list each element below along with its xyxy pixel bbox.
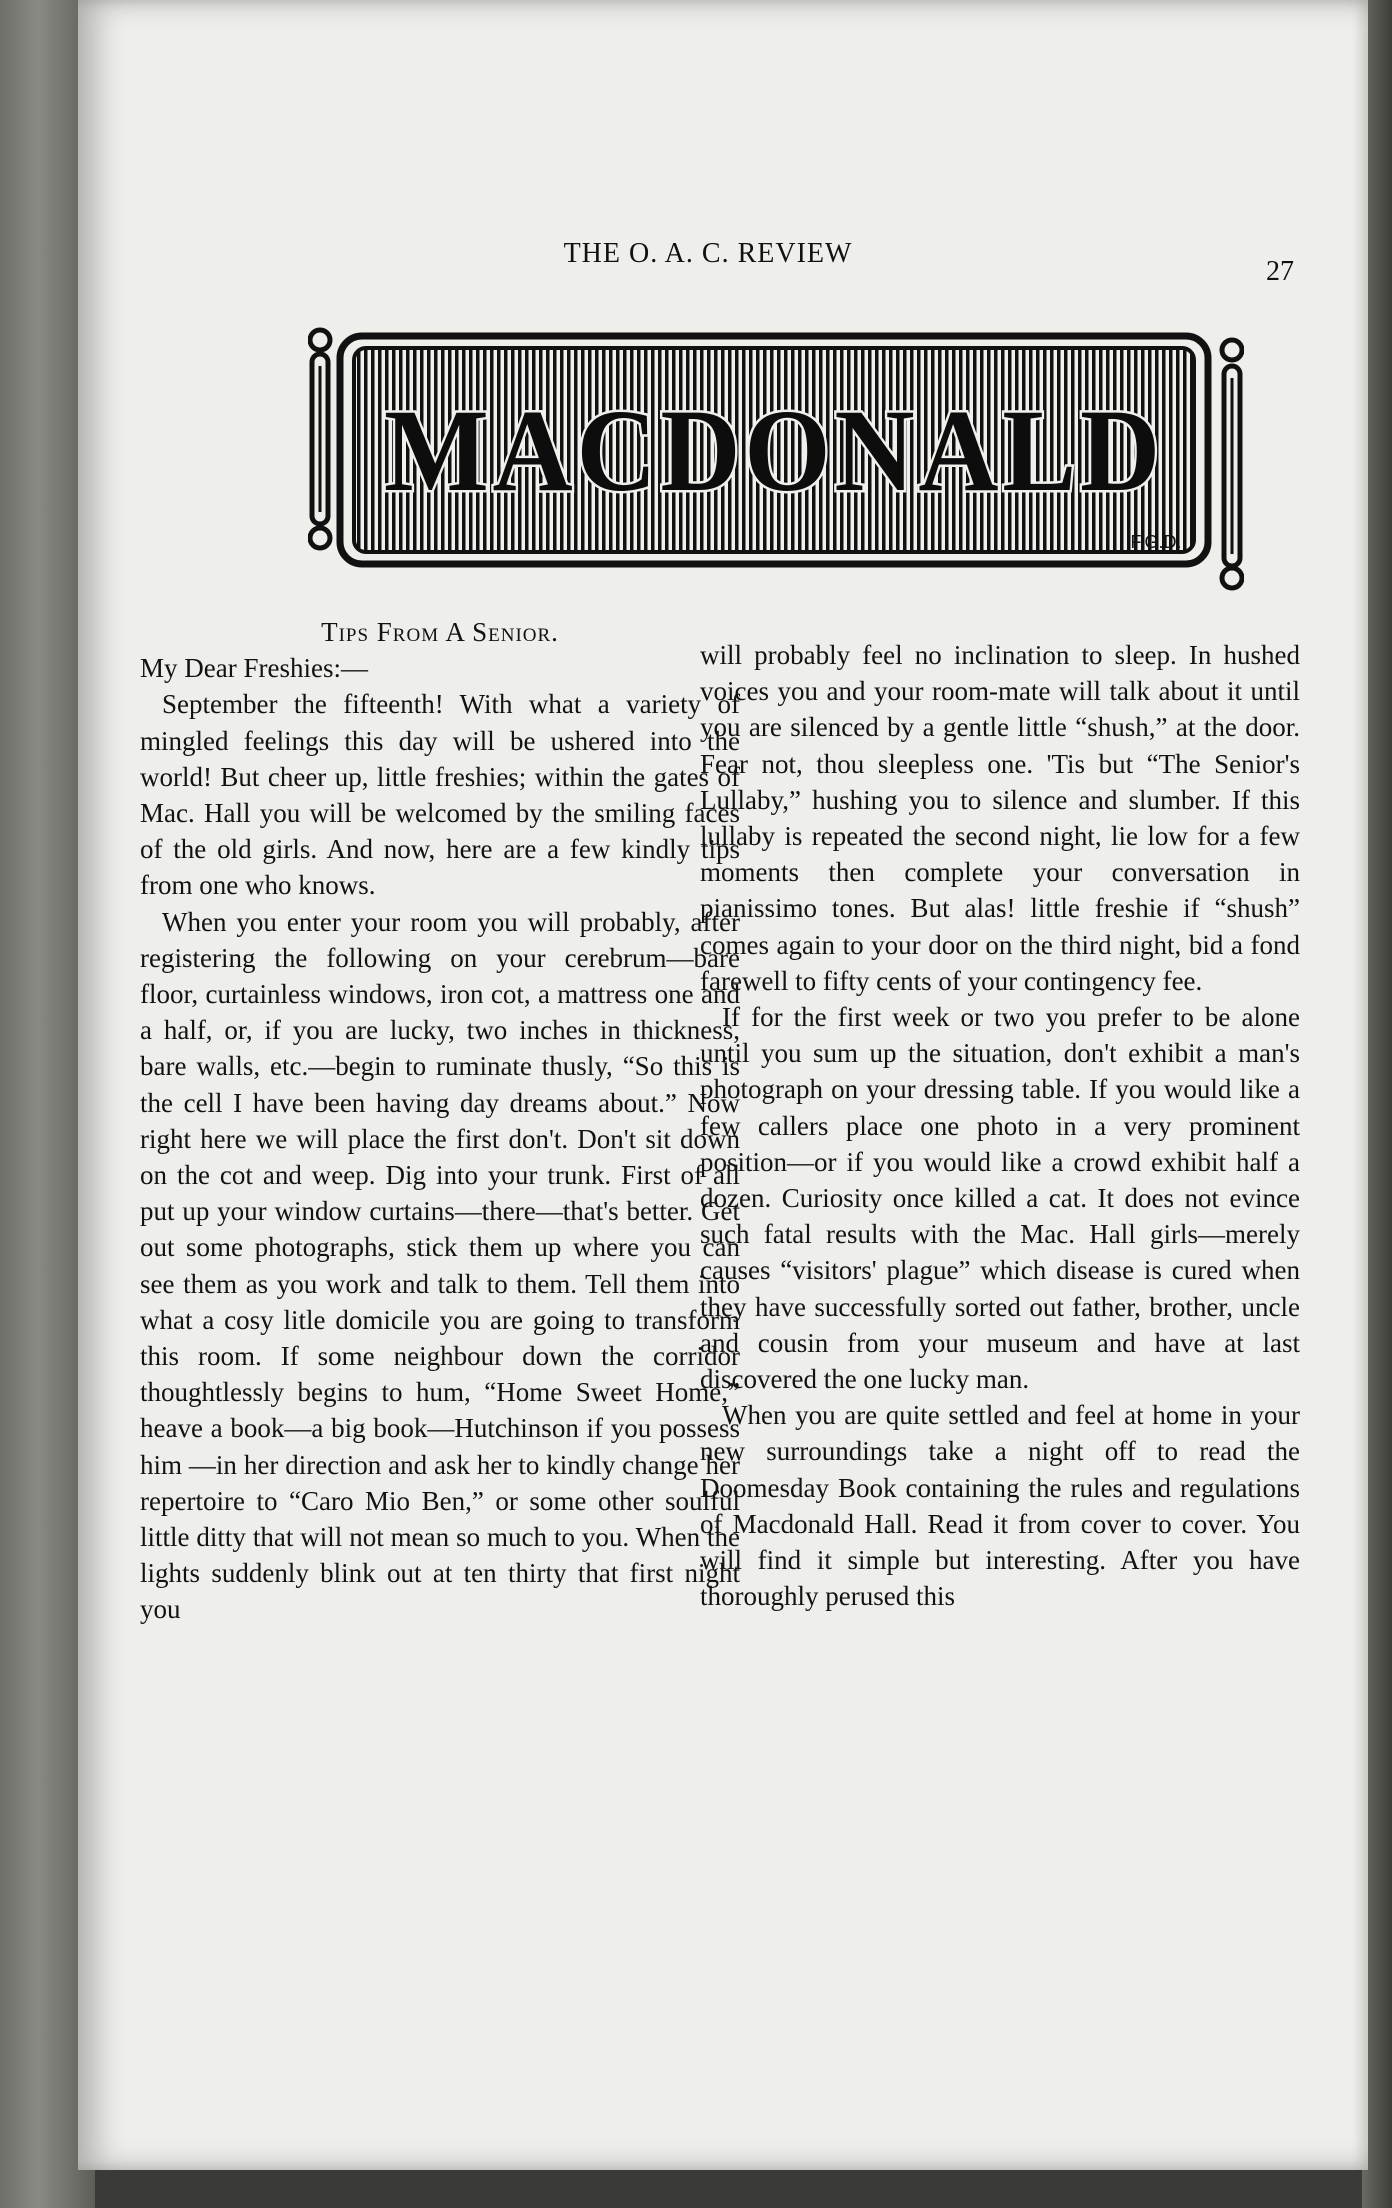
banner-title: MACDONALD (384, 385, 1164, 516)
paragraph: will probably feel no inclination to sleep. In hushed voices you and your room-mate will talk about it until you are silenced by a gentle little “shush,” at the door. Fear not, thou sleepless one. 'Tis but “The Senior's Lullaby,” hushing you to silence and slumber. If this lullaby is repeated the second night, lie low for a few moments then complete your conversation in pianissimo tones. But alas! little freshie if “shush” comes again to your door on the third night, bid a fond farewell to fifty cents of your contingency fee. (700, 640, 1300, 996)
running-head: THE O. A. C. REVIEW (563, 238, 853, 269)
banner-left-post (310, 330, 330, 548)
banner-signature: F.G.D. (1130, 532, 1182, 552)
paragraph: When you are quite settled and feel at home in your new surroundings take a night off to read the Doomesday Book containing the rules and regulations of Macdonald Hall. Read it from cover to cover. You will find it simple but interesting. After you have thoroughly perused this (700, 1400, 1300, 1612)
article-greeting: My Dear Freshies:— (140, 653, 368, 684)
page-number: 27 (1266, 256, 1294, 287)
paragraph: September the fifteenth! With what a variety of mingled feelings this day will be ushered into the world! But cheer up, little freshies; within the gates of Mac. Hall you will be welcomed by the smiling faces of the old girls. And now, here are a few kindly tips from one who knows. (140, 689, 740, 901)
banner-right-post (1222, 340, 1242, 588)
article-column-right (700, 637, 1300, 1614)
scanned-page (78, 0, 1368, 2170)
article-column-left (140, 614, 740, 1628)
macdonald-banner (308, 322, 1244, 594)
paragraph: When you enter your room you will probably, after registering the following on your cerebrum—bare floor, curtainless windows, iron cot, a mattress one and a half, or, if you are lucky, two inches in thickness, bare walls, etc.—begin to ruminate thusly, “So this is the cell I have been having day dreams about.” Now right here we will place the first don't. Don't sit down on the cot and weep. Dig into your trunk. First of all put up your window curtains—there—that's better. Get out some photographs, stick them up where you can see them as you work and talk to them. Tell them into what a cosy litle domicile you are going to transform this room. If some neighbour down the corridor thoughtlessly begins to hum, “Home Sweet Home,” heave a book—a big book—Hutchinson if you possess him —in her direction and ask her to kindly change her repertoire to “Caro Mio Ben,” or some other soulful little ditty that will not mean so much to you. When the lights suddenly blink out at ten thirty that first night you (140, 906, 740, 1625)
article-title: Tips From A Senior. (321, 617, 559, 647)
paragraph: If for the first week or two you prefer to be alone until you sum up the situation, don't exhibit a man's photograph on your dressing table. If you would like a few callers place one photo in a very prominent position—or if you would like a crowd exhibit half a dozen. Curiosity once killed a cat. It does not evince such fatal results with the Mac. Hall girls—merely causes “visitors' plague” which disease is cured when they have successfully sorted out father, brother, uncle and cousin from your museum and have at last discovered the one lucky man. (700, 1002, 1300, 1395)
